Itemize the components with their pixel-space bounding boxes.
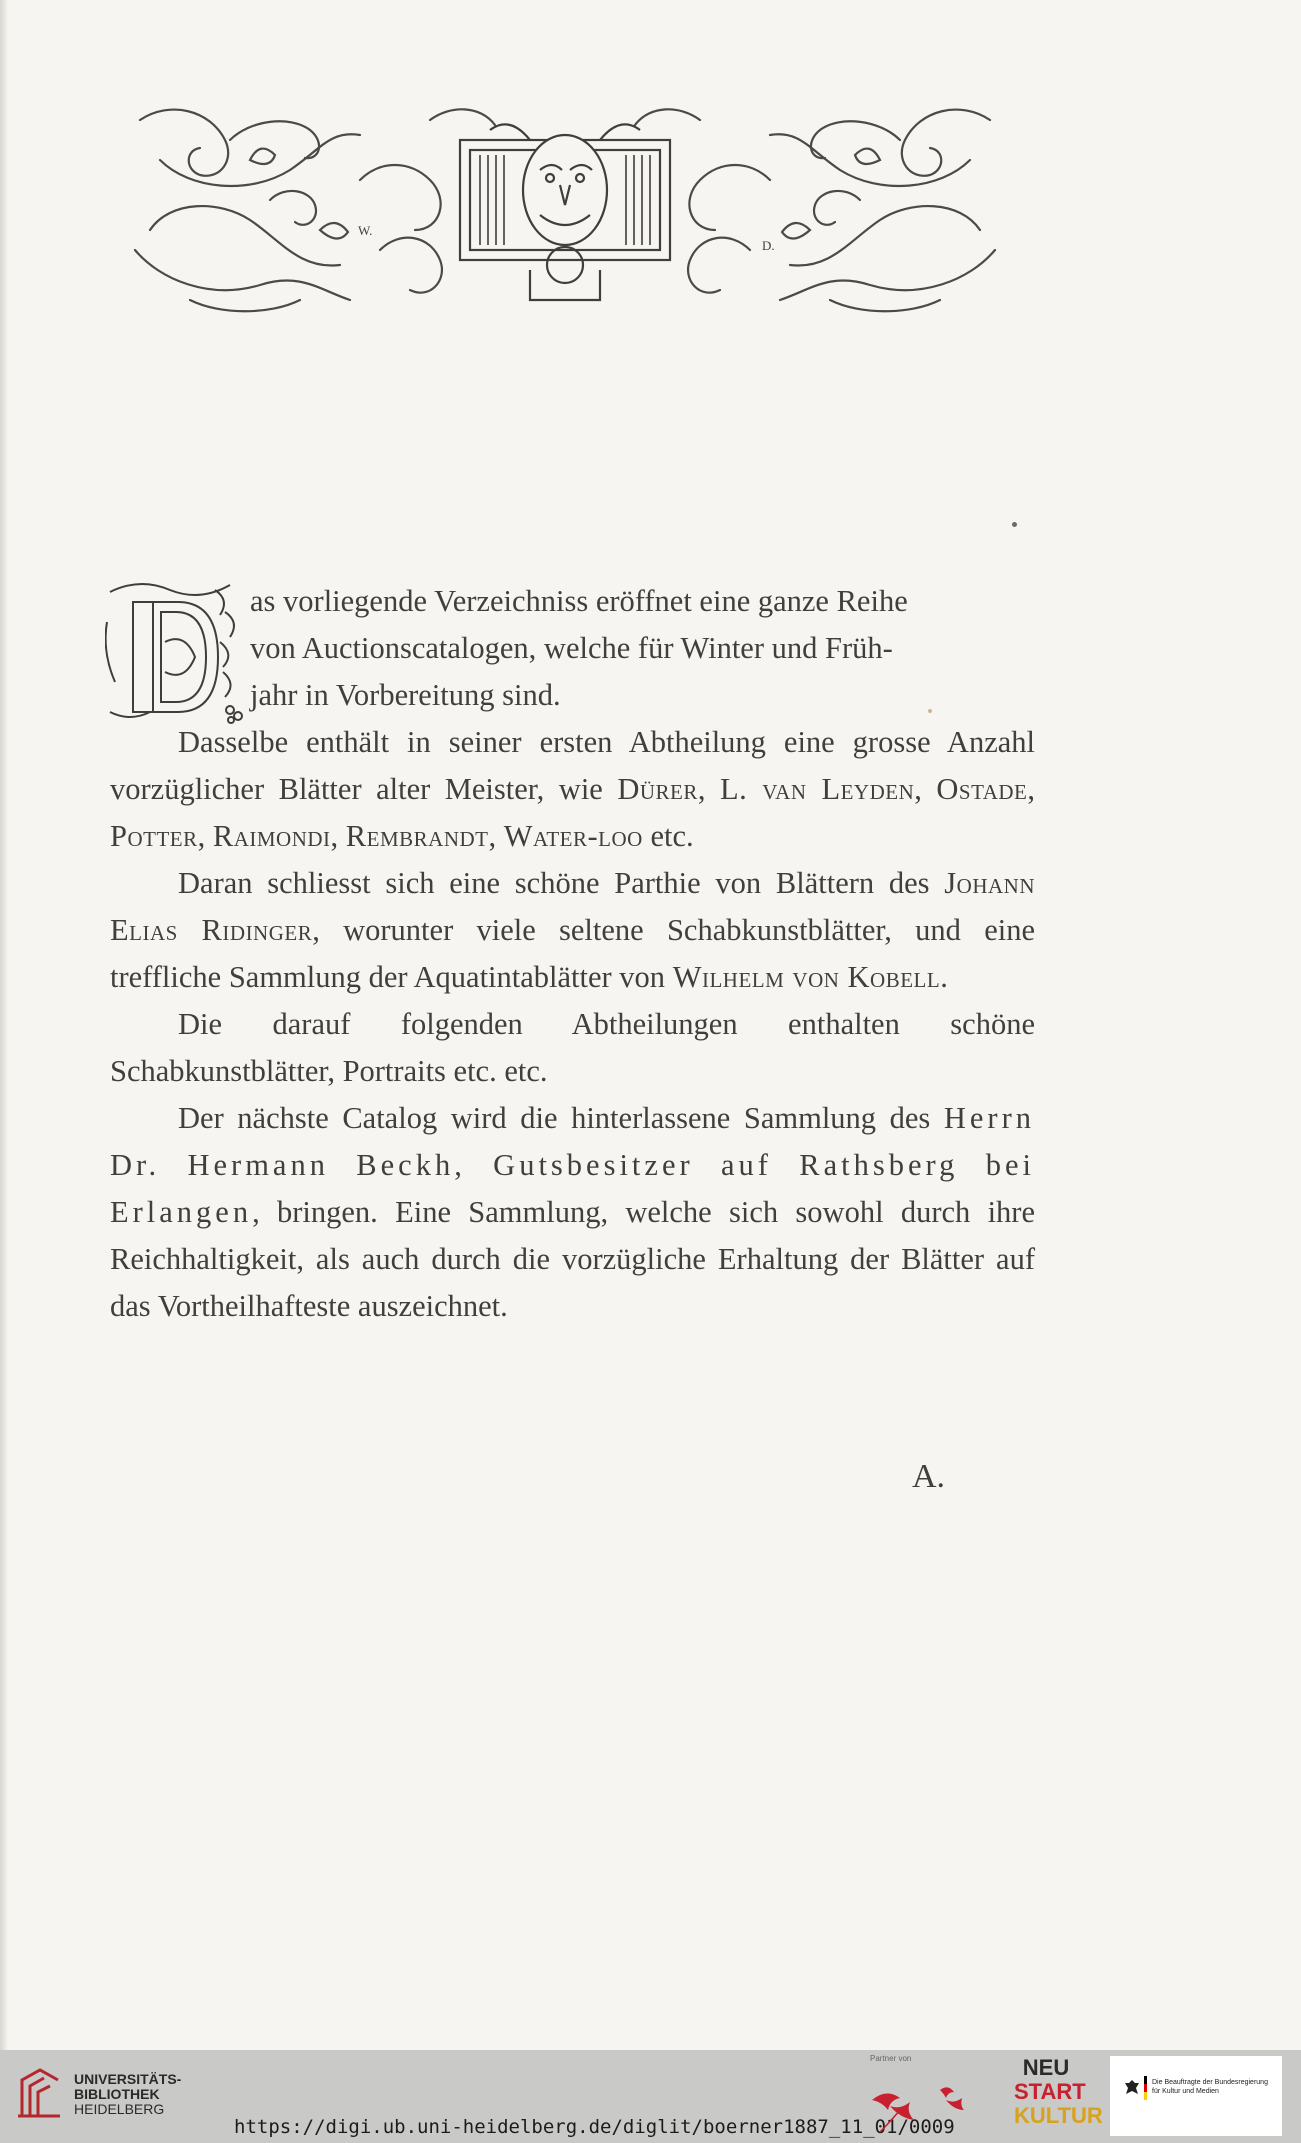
library-logo-icon[interactable] (14, 2066, 66, 2122)
paragraph-5-text-b: , bringen. Eine Sammlung, welche sich sowohl durch ihre Reichhaltigkeit, als auch durch die vorzügliche Erhaltung der Blätter auf das Vortheilhafteste auszeichnet. (110, 1195, 1035, 1323)
bkm-logo[interactable] (1110, 2056, 1282, 2136)
paragraph-2-end: etc. (642, 819, 694, 853)
separator: , (488, 819, 504, 853)
artist-name: Ostade (936, 772, 1028, 806)
paper-speck (928, 709, 932, 713)
separator: , (197, 819, 213, 853)
federal-eagle-icon (1124, 2078, 1140, 2098)
body-text (110, 578, 1035, 1330)
signature: A. (912, 1458, 946, 1495)
library-name-line-3: HEIDELBERG (74, 2101, 165, 2117)
library-name-line-1: UNIVERSITÄTS- (74, 2071, 182, 2087)
paragraph-2 (110, 719, 1035, 860)
artist-name: Potter (110, 819, 198, 853)
library-name-line-2: BIBLIOTHEK (74, 2086, 160, 2102)
artist-name: Water-loo (503, 819, 643, 853)
separator: , (1027, 772, 1036, 806)
paragraph-3-text: Daran schliesst sich eine schöne Parthie von Blättern des (178, 866, 945, 900)
paragraph-3-end: . (940, 960, 948, 994)
flag-stripe-gold (1144, 2092, 1147, 2100)
paragraph-1 (110, 578, 1035, 719)
artist-name: Rembrandt (345, 819, 489, 853)
partner-logo-icon[interactable] (870, 2070, 980, 2136)
paragraph-2-text: Dasselbe enthält in seiner ersten Abtheilung eine grosse Anzahl vorzüglicher Blätter alter Meister, wie (110, 725, 1035, 806)
paragraph-1-line-2: von Auctionscatalogen, welche für Winter und Früh- (250, 631, 893, 665)
neustart-kultur-logo[interactable] (1014, 2055, 1103, 2140)
page-edge-shadow (0, 0, 7, 2050)
ornament-monogram-left: W. (358, 223, 373, 238)
paragraph-1-line-1: as vorliegende Verzeichniss eröffnet eine ganze Reihe (250, 584, 908, 618)
paragraph-3-text-b: , worunter viele seltene Schabkunstblätter, und eine treffliche Sammlung der Aquatintablätter von (110, 913, 1035, 994)
artist-name: Raimondi (212, 819, 331, 853)
bkm-text: Die Beauftragte der Bundesregierung für Kultur und Medien (1152, 2079, 1268, 2095)
paragraph-5-text: Der nächste Catalog wird die hinterlassene Sammlung des (178, 1101, 944, 1135)
paragraph-4: Die darauf folgenden Abtheilungen enthalten schöne Schabkunstblätter, Portraits etc. etc. (110, 1007, 1035, 1088)
artist-name: Dürer (617, 772, 698, 806)
neustart-line-3: KULTUR (1014, 2103, 1103, 2128)
paper-speck (1012, 522, 1017, 527)
partner-label: Partner von (870, 2054, 912, 2063)
artist-name: L. van Leyden (719, 772, 915, 806)
separator: , (697, 772, 720, 806)
separator: , (330, 819, 346, 853)
neustart-line-1: NEU (1022, 2055, 1070, 2080)
paragraph-1-line-3: jahr in Vorbereitung sind. (250, 678, 561, 712)
headpiece-ornament (130, 100, 1000, 325)
separator: , (914, 772, 937, 806)
neustart-line-2: START (1014, 2079, 1086, 2104)
artist-name: Johann Elias Ridinger (110, 866, 1035, 947)
collector-name: Herrn Dr. Hermann Beckh, Gutsbesitzer auf Rathsberg bei Erlangen (110, 1101, 1035, 1229)
flag-stripe-black (1144, 2076, 1147, 2084)
artist-name: Wilhelm von Kobell (672, 960, 941, 994)
library-name[interactable] (74, 2072, 181, 2117)
paragraph-3 (110, 860, 1035, 1001)
page-url[interactable]: https://digi.ub.uni-heidelberg.de/diglit/boerner1887_11_01/0009 (234, 2116, 955, 2138)
ornament-monogram-right: D. (762, 238, 775, 253)
flag-stripe-red (1144, 2084, 1147, 2092)
paragraph-5 (110, 1095, 1035, 1330)
